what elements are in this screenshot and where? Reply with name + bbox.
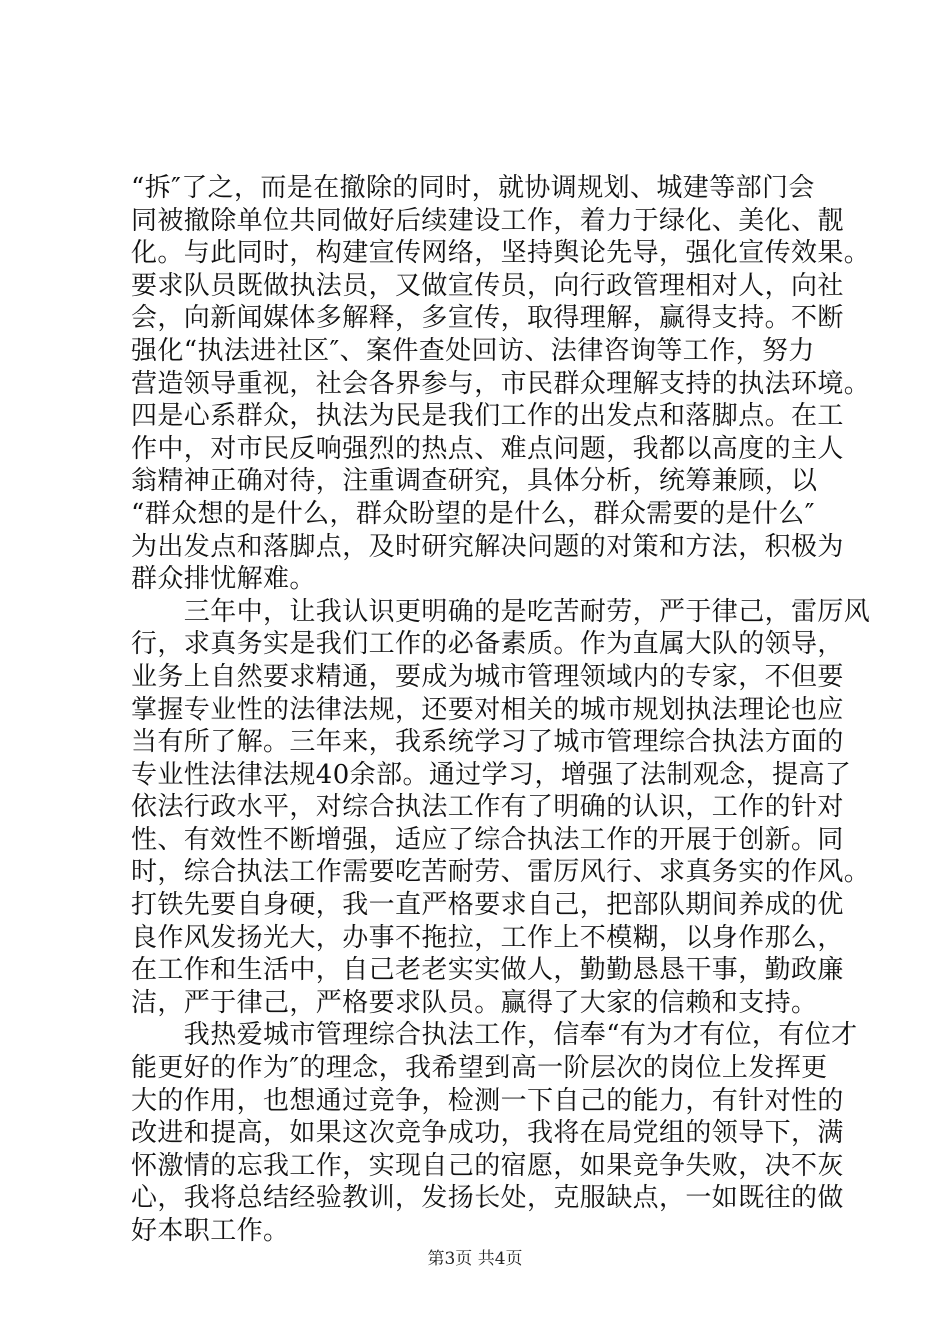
text-line: 为出发点和落脚点，及时研究解决问题的对策和方法，积极为 (131, 531, 844, 562)
text-line: 良作风发扬光大，办事不拖拉，工作上不模糊，以身作那么， (131, 922, 844, 953)
document-body (131, 172, 871, 1248)
text-line: 我热爱城市管理综合执法工作，信奉“有为才有位，有位才 (131, 1020, 858, 1051)
text-line: 会，向新闻媒体多解释，多宣传，取得理解，赢得支持。不断 (131, 303, 844, 334)
text-line: 在工作和生活中，自己老老实实做人，勤勤恳恳干事，勤政廉 (131, 955, 844, 986)
text-line: 能更好的作为″的理念，我希望到高一阶层次的岗位上发挥更 (131, 1053, 828, 1084)
text-line: 依法行政水平，对综合执法工作有了明确的认识，工作的针对 (131, 792, 844, 823)
text-line: 性、有效性不断增强，适应了综合执法工作的开展于创新。同 (131, 824, 844, 855)
text-line: 三年中，让我认识更明确的是吃苦耐劳，严于律己，雷厉风 (131, 596, 871, 627)
text-line: 行，求真务实是我们工作的必备素质。作为直属大队的领导， (131, 629, 844, 660)
text-line: 时，综合执法工作需要吃苦耐劳、雷厉风行、求真务实的作风。 (131, 857, 871, 888)
text-line: “群众想的是什么，群众盼望的是什么，群众需要的是什么″ (131, 498, 815, 529)
text-line: 要求队员既做执法员，又做宣传员，向行政管理相对人，向社 (131, 270, 844, 301)
text-line: 怀激情的忘我工作，实现自己的宿愿，如果竞争失败，决不灰 (131, 1150, 844, 1181)
text-line: 业务上自然要求精通，要成为城市管理领域内的专家，不但要 (131, 661, 844, 692)
text-line: 洁，严于律己，严格要求队员。赢得了大家的信赖和支持。 (131, 987, 818, 1018)
text-line: 群众排忧解难。 (131, 564, 316, 595)
text-line: 化。与此同时，构建宣传网络，坚持舆论先导，强化宣传效果。 (131, 238, 871, 269)
text-line: 好本职工作。 (131, 1216, 290, 1246)
text-line: 打铁先要自身硬，我一直严格要求自己，把部队期间养成的优 (131, 890, 844, 921)
text-line: 大的作用，也想通过竞争，检测一下自己的能力，有针对性的 (131, 1085, 844, 1116)
text-line: 作中，对市民反响强烈的热点、难点问题，我都以高度的主人 (131, 433, 844, 464)
page-number-footer: 第3页 共4页 (427, 1249, 523, 1269)
text-line: 心，我将总结经验教训，发扬长处，克服缺点，一如既往的做 (131, 1183, 844, 1214)
text-line: 掌握专业性的法律法规，还要对相关的城市规划执法理论也应 (131, 694, 844, 725)
text-line: 专业性法律法规40余部。通过学习，增强了法制观念，提高了 (131, 759, 852, 790)
text-line: 翁精神正确对待，注重调查研究，具体分析，统筹兼顾，以 (131, 466, 818, 497)
text-line: 当有所了解。三年来，我系统学习了城市管理综合执法方面的 (131, 727, 844, 758)
text-line: 四是心系群众，执法为民是我们工作的出发点和落脚点。在工 (131, 401, 844, 432)
text-line: 强化“执法进社区″、案件查处回访、法律咨询等工作，努力 (131, 335, 815, 366)
text-line: 营造领导重视，社会各界参与，市民群众理解支持的执法环境。 (131, 368, 871, 399)
text-line: 改进和提高，如果这次竞争成功，我将在局党组的领导下，满 (131, 1118, 844, 1149)
text-line: “拆″了之，而是在撤除的同时，就协调规划、城建等部门会 (131, 173, 815, 203)
text-line: 同被撤除单位共同做好后续建设工作，着力于绿化、美化、靓 (131, 205, 844, 236)
